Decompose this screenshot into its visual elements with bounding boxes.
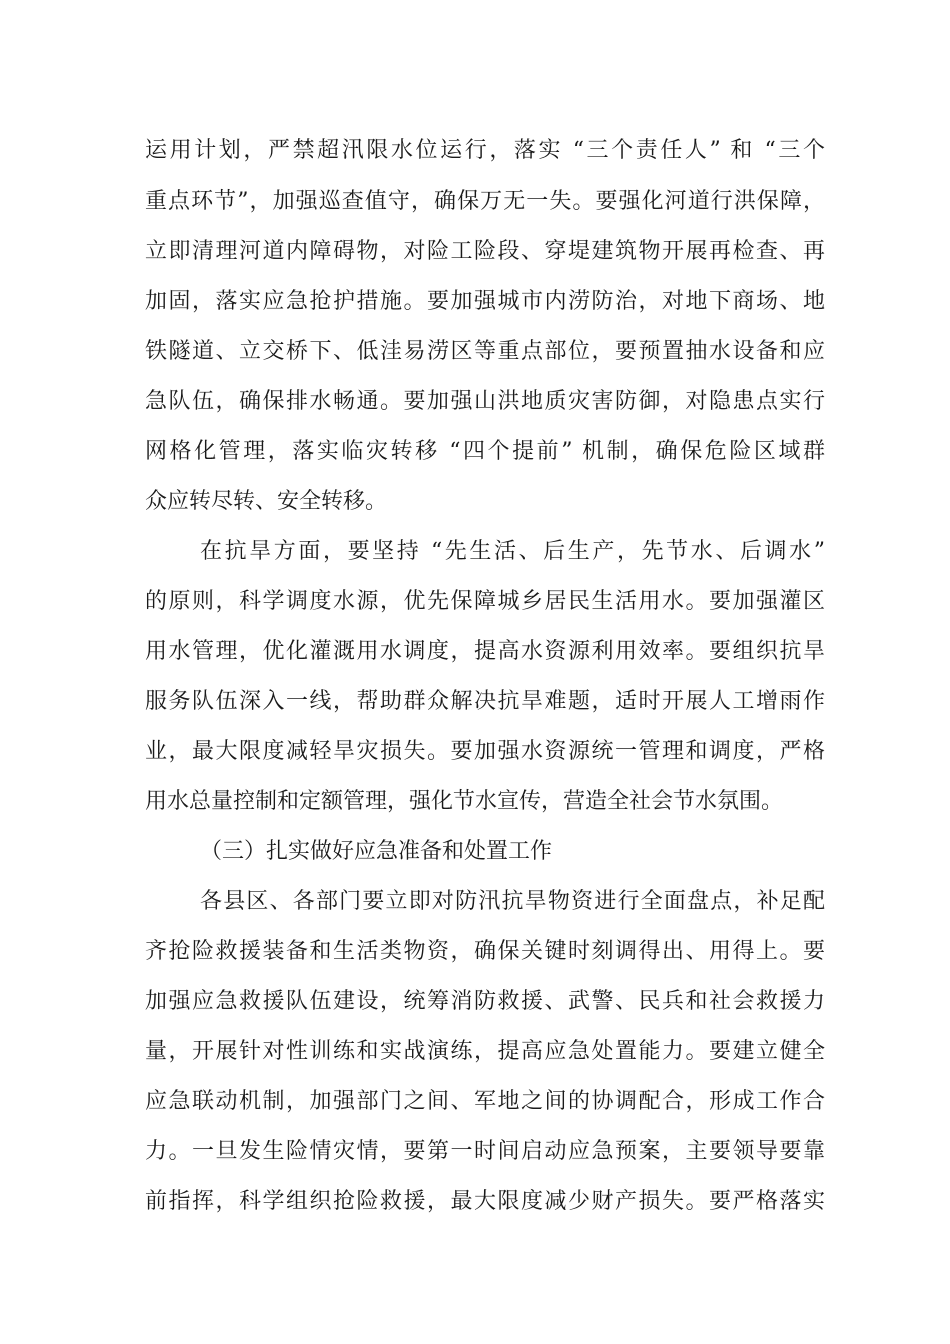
section-heading: （三）扎实做好应急准备和处置工作 xyxy=(200,839,553,864)
paragraph-line: 立即清理河道内障碍物，对险工险段、穿堤建筑物开展再检查、再 xyxy=(145,239,825,264)
paragraph-line: 齐抢险救援装备和生活类物资，确保关键时刻调得出、用得上。要 xyxy=(145,939,825,964)
paragraph-line: 力。一旦发生险情灾情，要第一时间启动应急预案，主要领导要靠 xyxy=(145,1139,825,1164)
paragraph-line: 加强应急救援队伍建设，统筹消防救援、武警、民兵和社会救援力 xyxy=(145,989,825,1014)
paragraph-first-line: 在抗旱方面，要坚持 “先生活、后生产，先节水、后调水” xyxy=(200,539,825,564)
paragraph-line: 业，最大限度减轻旱灾损失。要加强水资源统一管理和调度，严格 xyxy=(145,739,825,764)
paragraph-line: 网格化管理，落实临灾转移 “四个提前” 机制，确保危险区域群 xyxy=(145,439,825,464)
paragraph-line: 加固，落实应急抢护措施。要加强城市内涝防治，对地下商场、地 xyxy=(145,289,825,314)
paragraph-first-line: 各县区、各部门要立即对防汛抗旱物资进行全面盘点，补足配 xyxy=(200,889,825,914)
paragraph-line: 用水总量控制和定额管理，强化节水宣传，营造全社会节水氛围。 xyxy=(145,789,784,814)
paragraph-line: 重点环节”，加强巡查值守，确保万无一失。要强化河道行洪保障， xyxy=(145,189,825,214)
paragraph-line: 急队伍，确保排水畅通。要加强山洪地质灾害防御，对隐患点实行 xyxy=(145,389,825,414)
paragraph-line: 铁隧道、立交桥下、低洼易涝区等重点部位，要预置抽水设备和应 xyxy=(145,339,825,364)
paragraph-line: 前指挥，科学组织抢险救援，最大限度减少财产损失。要严格落实 xyxy=(145,1189,825,1214)
paragraph-line: 应急联动机制，加强部门之间、军地之间的协调配合，形成工作合 xyxy=(145,1089,825,1114)
paragraph-line: 用水管理，优化灌溉用水调度，提高水资源利用效率。要组织抗旱 xyxy=(145,639,825,664)
paragraph-line: 量，开展针对性训练和实战演练，提高应急处置能力。要建立健全 xyxy=(145,1039,825,1064)
paragraph-line: 的原则，科学调度水源，优先保障城乡居民生活用水。要加强灌区 xyxy=(145,589,825,614)
paragraph-line: 服务队伍深入一线，帮助群众解决抗旱难题，适时开展人工增雨作 xyxy=(145,689,825,714)
paragraph-line: 众应转尽转、安全转移。 xyxy=(145,489,388,514)
paragraph-line: 运用计划，严禁超汛限水位运行，落实 “三个责任人” 和 “三个 xyxy=(145,138,825,163)
